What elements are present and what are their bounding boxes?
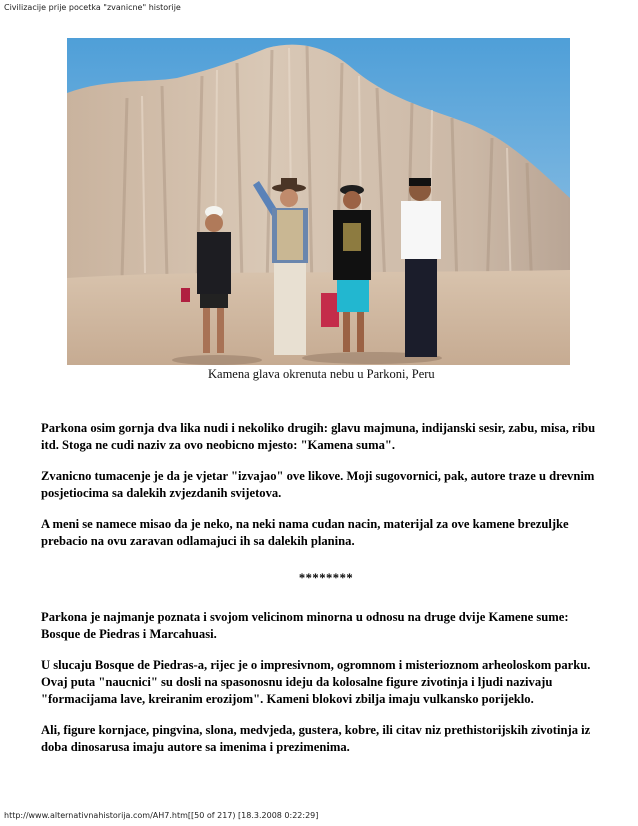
section-separator: ******** [298, 571, 354, 585]
article-body [41, 420, 601, 770]
page-footer-url: http://www.alternativnahistorija.com/AH7.htm[[50 of 217) [18.3.2008 0:22:29] [4, 811, 319, 820]
paragraph: Zvanicno tumacenje je da je vjetar "izvajao" ove likove. Moji sugovornici, pak, autore traze u drevnim posjetiocima sa dalekih zvjezdanih svijetova. [41, 469, 595, 500]
paragraph: U slucaju Bosque de Piedras-a, rijec je o impresivnom, ogromnom i misterioznom arheoloskom parku. Ovaj puta "naucnici" su dosli na spasonosnu ideju da kolosalne figure zivotinja i ljudi nazivaju "formacijama lave, kreiranim erozijom". Kameni blokovi zbilja imaju vulkansko porijeklo. [41, 658, 591, 706]
paragraph: Parkona osim gornja dva lika nudi i nekoliko drugih: glavu majmuna, indijanski sesir, zabu, misa, ribu itd. Stoga ne cudi naziv za ovo neobicno mjesto: "Kamena suma". [41, 421, 596, 452]
photo-caption: Kamena glava okrenuta nebu u Parkoni, Peru [208, 367, 435, 381]
rock-formation-photo [67, 38, 570, 365]
paragraph: Parkona je najmanje poznata i svojom velicinom minorna u odnosu na druge dvije Kamene sume: Bosque de Piedras i Marcahuasi. [41, 610, 569, 641]
paragraph: Ali, figure kornjace, pingvina, slona, medvjeda, gustera, kobre, ili citav niz prethistorijskih zivotinja iz doba dinosarusa imaju autore sa imenima i prezimenima. [41, 723, 591, 754]
page-header-title: Civilizacije prije pocetka "zvanicne" historije [4, 3, 181, 12]
paragraph: A meni se namece misao da je neko, na neki nama cudan nacin, materijal za ove kamene brezuljke prebacio na ovu zaravan odlamajuci ih sa dalekih planina. [41, 517, 569, 548]
